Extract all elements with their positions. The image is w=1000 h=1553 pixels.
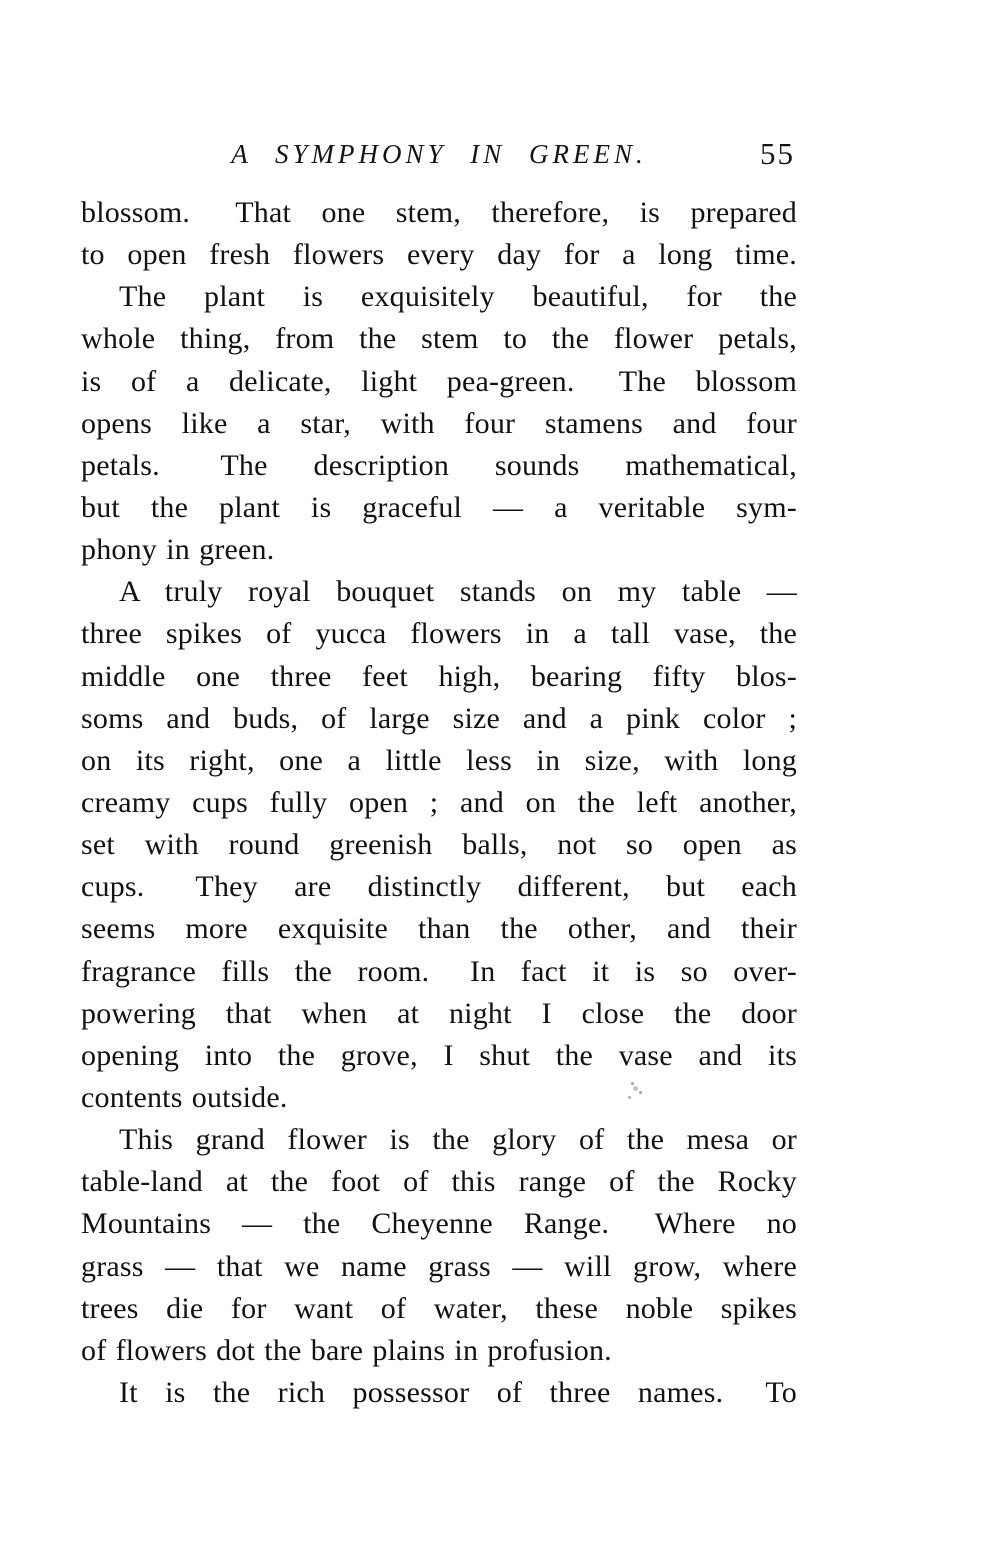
page-number: 55 <box>760 136 795 171</box>
text-line: on its right, one a little less in size, with long <box>81 743 797 777</box>
text-line: opens like a star, with four stamens and four <box>81 406 797 440</box>
text-line: seems more exquisite than the other, and their <box>81 912 797 946</box>
page-header <box>81 133 797 175</box>
running-title: A SYMPHONY IN GREEN. <box>231 139 647 169</box>
text-line: opening into the grove, I shut the vase and its <box>81 1038 797 1072</box>
text-line: set with round greenish balls, not so open as <box>81 828 797 862</box>
text-line: of flowers dot the bare plains in profusion. <box>81 1333 612 1367</box>
text-line: trees die for want of water, these noble spikes <box>81 1291 797 1325</box>
text-line: This grand flower is the glory of the mesa or <box>119 1123 797 1157</box>
text-line: The plant is exquisitely beautiful, for the <box>119 280 797 314</box>
text-line: three spikes of yucca flowers in a tall vase, the <box>81 617 797 651</box>
text-line: A truly royal bouquet stands on my table — <box>119 575 797 609</box>
body-text <box>81 192 797 1414</box>
text-line: creamy cups fully open ; and on the left another, <box>81 785 797 819</box>
text-line: to open fresh flowers every day for a long time. <box>81 238 797 272</box>
scan-artifact <box>631 1082 634 1085</box>
text-line: middle one three feet high, bearing fifty blos- <box>81 659 797 693</box>
text-line: petals. The description sounds mathematical, <box>81 448 797 482</box>
text-line: blossom. That one stem, therefore, is prepared <box>81 196 797 229</box>
text-line: soms and buds, of large size and a pink color ; <box>81 701 797 735</box>
text-line: table-land at the foot of this range of the Rocky <box>81 1165 797 1199</box>
text-line: but the plant is graceful — a veritable sym- <box>81 490 797 524</box>
text-line: is of a delicate, light pea-green. The blossom <box>81 364 797 398</box>
text-line: It is the rich possessor of three names. To <box>119 1375 797 1409</box>
text-line: contents outside. <box>81 1080 288 1114</box>
text-line: fragrance fills the room. In fact it is so over- <box>81 954 797 988</box>
text-line: grass — that we name grass — will grow, where <box>81 1249 797 1283</box>
text-line: powering that when at night I close the door <box>81 996 797 1030</box>
text-line: cups. They are distinctly different, but each <box>81 870 797 904</box>
text-line: phony in green. <box>81 533 275 567</box>
text-line: Mountains — the Cheyenne Range. Where no <box>81 1207 797 1241</box>
text-line: whole thing, from the stem to the flower petals, <box>81 322 797 356</box>
